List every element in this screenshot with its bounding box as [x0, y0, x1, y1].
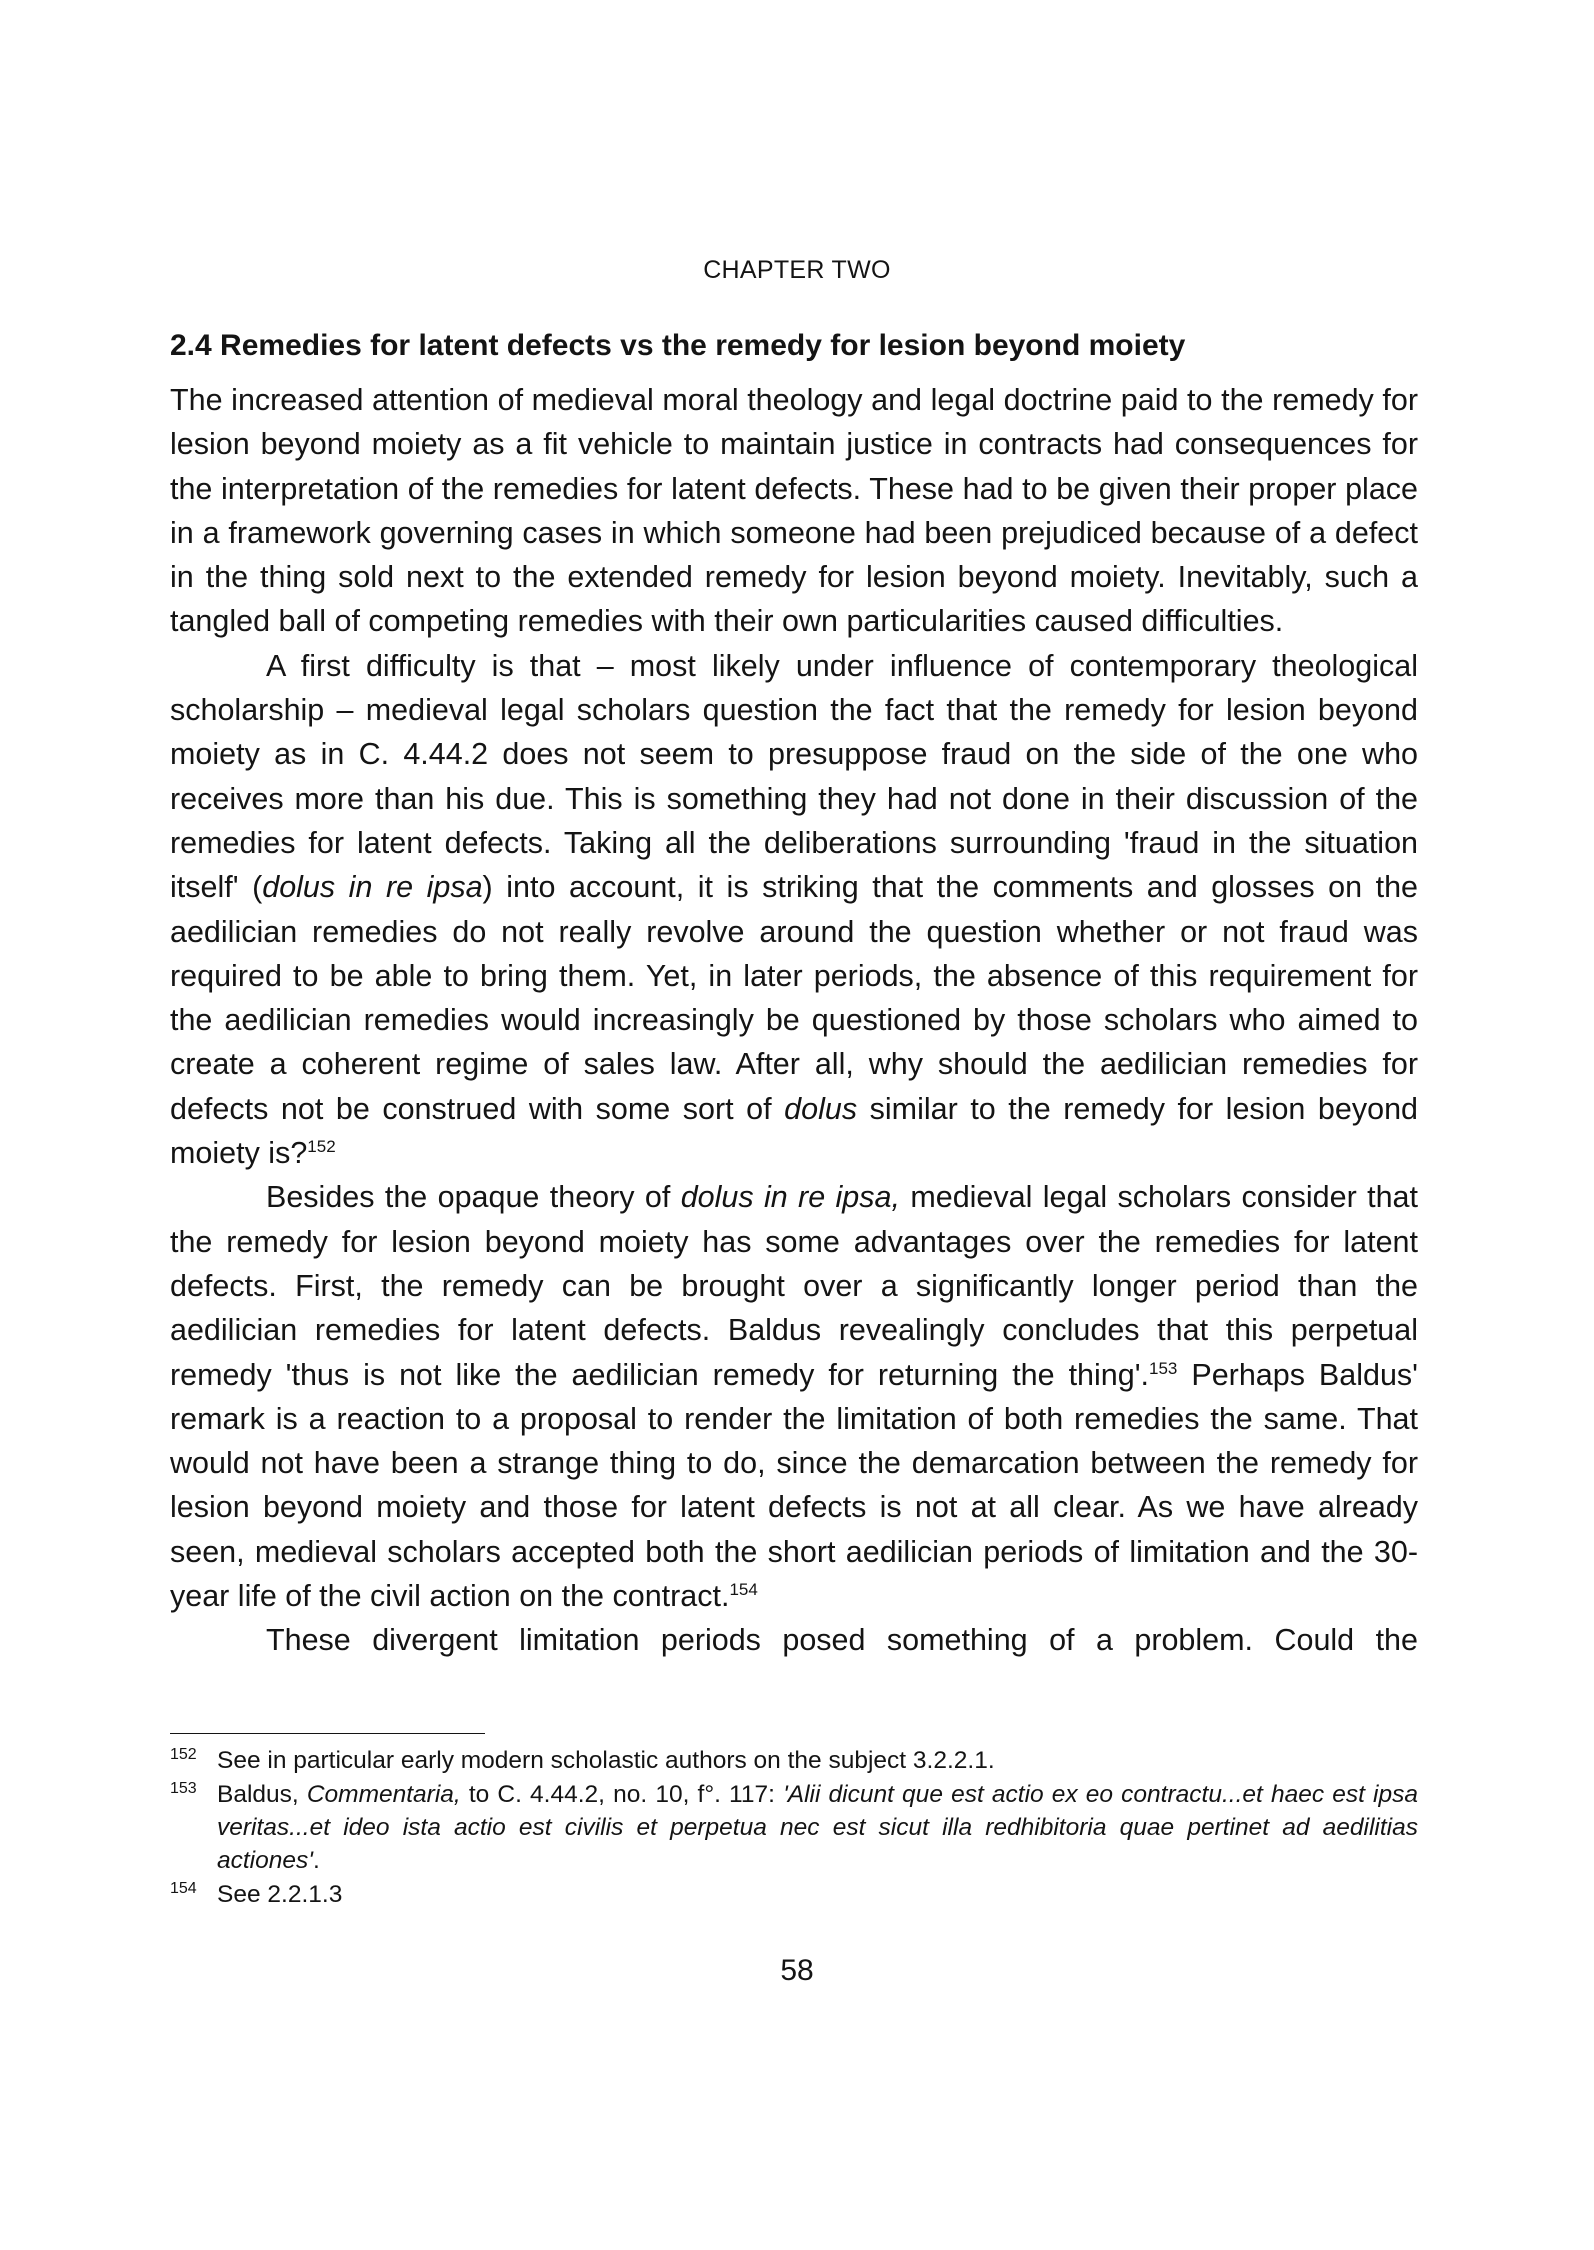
footnote-ref-154[interactable]: 154 [729, 1579, 758, 1599]
footnote-153 [170, 1778, 1418, 1877]
paragraph-text: medieval legal scholars consider that the remedy for lesion beyond moiety has some advantages over the remedies for latent defects. First, the remedy can be brought over a significantly longer period than the aedilician remedies for latent defects. Baldus revealingly concludes that this perpetual remedy 'thus is not like the aedilician remedy for returning the thing'. [170, 1180, 1418, 1392]
paragraph-text: ) into account, it is striking that the comments and glosses on the aedilician remedies do not really revolve around the question whether or not fraud was required to be able to bring them. Yet, in later periods, the absence of this requirement for the aedilician remedies would increasingly be questioned by those scholars who aimed to create a coherent regime of sales law. After all, why should the aedilician remedies for defects not be construed with some sort of [170, 870, 1418, 1126]
latin-term: dolus [784, 1091, 858, 1126]
work-title: Commentaria, [306, 1781, 461, 1808]
latin-quote: 'Alii dicunt que est actio ex eo contractu...et haec est ipsa veritas...et ideo ista actio est civilis et perpetua nec est sicut illa redhibitoria quae pertinet ad aedilitias actiones' [217, 1781, 1418, 1874]
footnote-text: See 2.2.1.3 [217, 1881, 343, 1908]
paragraph-text: Perhaps Baldus' remark is a reaction to a proposal to render the limitation of both remedies the same. That would not have been a strange thing to do, since the demarcation between the remedy for lesion beyond moiety and those for latent defects is not at all clear. As we have already seen, medieval scholars accepted both the short aedilician periods of limitation and the 30-year life of the civil action on the contract. [170, 1357, 1418, 1614]
footnote-152 [170, 1744, 1418, 1777]
footnote-text: Baldus, [217, 1781, 307, 1808]
paragraph-4 [170, 1618, 1418, 1662]
footnote-text: See in particular early modern scholastic authors on the subject 3.2.2.1. [217, 1747, 995, 1774]
footnote-separator [170, 1733, 485, 1734]
paragraph-text: Besides the opaque theory of [266, 1180, 681, 1215]
footnotes [170, 1744, 1418, 1912]
page-number: 58 [780, 1954, 814, 1987]
main-text [170, 326, 1418, 1663]
latin-term: dolus in re ipsa [262, 870, 483, 905]
footnote-ref-152[interactable]: 152 [307, 1136, 336, 1156]
section-heading: 2.4 Remedies for latent defects vs the remedy for lesion beyond moiety [170, 329, 1186, 362]
latin-term: dolus in re ipsa, [680, 1180, 900, 1215]
paragraph-1 [170, 378, 1418, 644]
footnote-number: 154 [170, 1880, 197, 1897]
footnote-number: 153 [170, 1780, 197, 1797]
footnote-154 [170, 1878, 1418, 1911]
paragraph-text: These divergent limitation periods posed something of a problem. Could the [266, 1623, 1418, 1658]
footnote-ref-153[interactable]: 153 [1149, 1358, 1178, 1378]
paragraph-text: similar to the remedy for lesion beyond moiety is? [170, 1091, 1418, 1171]
paragraph-3 [170, 1175, 1418, 1618]
paragraph-2 [170, 644, 1418, 1176]
footnote-text: to C. 4.44.2, no. 10, f°. 117: [460, 1781, 784, 1808]
footnote-text: . [312, 1847, 320, 1874]
footnote-number: 152 [170, 1746, 197, 1763]
paragraph-text: The increased attention of medieval moral theology and legal doctrine paid to the remedy for lesion beyond moiety as a fit vehicle to maintain justice in contracts had consequences for the interpretation of the remedies for latent defects. These had to be given their proper place in a framework governing cases in which someone had been prejudiced because of a defect in the thing sold next to the extended remedy for lesion beyond moiety. Inevitably, such a tangled ball of competing remedies with their own particularities caused difficulties. [170, 383, 1418, 639]
paragraph-text: A first difficulty is that – most likely under influence of contemporary theological scholarship – medieval legal scholars question the fact that the remedy for lesion beyond moiety as in C. 4.44.2 does not seem to presuppose fraud on the side of the one who receives more than his due. This is something they had not done in their discussion of the remedies for latent defects. Taking all the deliberations surrounding 'fraud in the situation itself' ( [170, 648, 1418, 905]
running-head: CHAPTER TWO [703, 256, 891, 284]
